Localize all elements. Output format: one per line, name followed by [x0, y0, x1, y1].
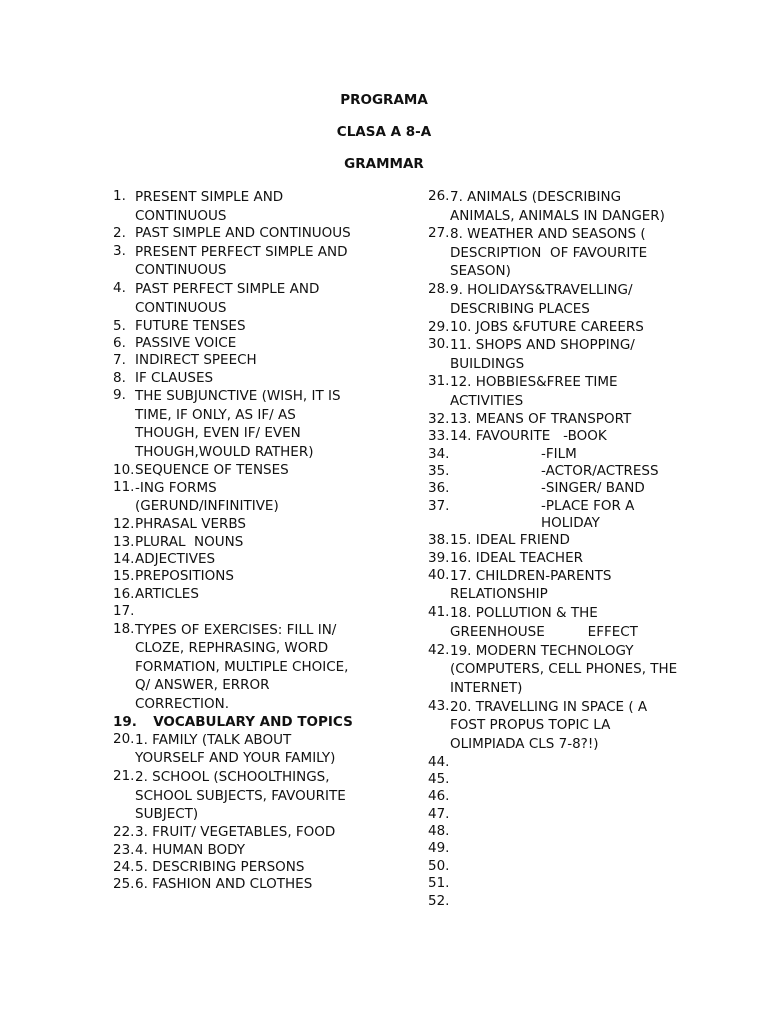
document-title: PROGRAMA — [340, 92, 428, 108]
list-item-text: -SINGER/ BAND — [541, 480, 645, 497]
list-item — [428, 225, 678, 281]
list-item-text — [450, 788, 678, 805]
list-item-text: VOCABULARY AND TOPICS — [153, 713, 353, 730]
list-item-text: 10. JOBS &FUTURE CAREERS — [450, 318, 644, 335]
list-item-number: 15. — [113, 568, 135, 585]
list-item — [428, 754, 678, 771]
list-item — [428, 428, 678, 445]
list-item-number: 14. — [113, 551, 135, 568]
list-item — [428, 463, 678, 480]
list-item-text: 14. FAVOURITE -BOOK — [450, 428, 607, 445]
list-item-number: 49. — [428, 840, 450, 857]
list-item-text: PLURAL NOUNS — [135, 533, 244, 550]
list-item-text: 18. POLLUTION & THE GREENHOUSE EFFECT — [450, 605, 638, 640]
list-item-text: 20. TRAVELLING IN SPACE ( A FOST PROPUS TOPIC LA OLIMPIADA CLS 7-8?!) — [450, 698, 652, 752]
list-item-text — [450, 754, 678, 771]
list-item — [113, 603, 363, 620]
list-item — [428, 411, 678, 428]
right-topic-list — [428, 188, 682, 910]
list-item-text: -FILM — [541, 445, 577, 462]
list-item-number: 11. — [113, 478, 135, 495]
list-item-text: 9. HOLIDAYS&TRAVELLING/ DESCRIBING PLACES — [450, 282, 637, 317]
list-item — [113, 387, 363, 461]
list-item-text — [450, 858, 678, 875]
list-item — [113, 859, 363, 876]
list-item-text: PASSIVE VOICE — [135, 334, 237, 351]
list-item — [428, 373, 678, 410]
list-item — [428, 480, 678, 497]
list-item — [113, 824, 363, 841]
list-item-text: 7. ANIMALS (DESCRIBING ANIMALS, ANIMALS IN DANGER) — [450, 189, 665, 224]
list-item — [428, 281, 678, 318]
list-item-number: 18. — [113, 620, 135, 637]
list-item-text: 11. SHOPS AND SHOPPING/ BUILDINGS — [450, 337, 640, 372]
list-item-number: 44. — [428, 753, 450, 770]
list-item-number: 6. — [113, 334, 126, 351]
list-item-number: 3. — [113, 242, 126, 259]
list-item — [113, 479, 363, 516]
list-item-text: TYPES OF EXERCISES: FILL IN/ CLOZE, REPHRASING, WORD FORMATION, MULTIPLE CHOICE, Q/ ANSWER, ERROR CORRECTION. — [135, 621, 353, 712]
list-item-text — [135, 603, 363, 620]
list-item — [113, 876, 363, 893]
list-item — [113, 568, 363, 585]
list-item-text: -PLACE FOR A HOLIDAY — [541, 497, 639, 531]
list-item-number: 35. — [428, 463, 450, 480]
list-item-number: 40. — [428, 566, 450, 583]
list-item-number: 42. — [428, 641, 450, 658]
list-item-number: 48. — [428, 823, 450, 840]
list-item — [428, 188, 678, 225]
list-item — [428, 336, 678, 373]
list-item-number: 38. — [428, 532, 450, 549]
list-item — [428, 893, 678, 910]
list-item-number: 10. — [113, 461, 135, 478]
list-item-number: 30. — [428, 336, 450, 353]
list-item-number: 50. — [428, 857, 450, 874]
section-heading: GRAMMAR — [344, 156, 424, 172]
list-item-text: 2. SCHOOL (SCHOOLTHINGS, SCHOOL SUBJECTS, FAVOURITE SUBJECT) — [135, 769, 351, 823]
list-item-number: 20. — [113, 730, 135, 747]
list-item — [113, 225, 363, 242]
list-item-text — [450, 840, 678, 857]
list-item — [428, 446, 678, 463]
list-item-text: 3. FRUIT/ VEGETABLES, FOOD — [135, 824, 336, 841]
list-item-number: 31. — [428, 373, 450, 390]
list-item-text: 5. DESCRIBING PERSONS — [135, 858, 305, 875]
list-item — [113, 370, 363, 387]
class-heading: CLASA A 8-A — [336, 124, 432, 140]
list-item-number: 25. — [113, 876, 135, 893]
list-item-text: ARTICLES — [135, 585, 199, 602]
list-item-number: 37. — [428, 497, 450, 514]
list-item-number: 46. — [428, 788, 450, 805]
list-item-number: 21. — [113, 768, 135, 785]
list-item — [113, 318, 363, 335]
list-item-number: 2. — [113, 225, 126, 242]
list-item-text — [450, 875, 678, 892]
list-item — [113, 534, 363, 551]
list-item-number: 45. — [428, 770, 450, 787]
list-item-text — [450, 771, 678, 788]
list-item-number: 52. — [428, 892, 450, 909]
list-item-text: PAST SIMPLE AND CONTINUOUS — [135, 225, 351, 242]
list-item-text: IF CLAUSES — [135, 369, 214, 386]
list-item-text: SEQUENCE OF TENSES — [135, 461, 289, 478]
list-item — [113, 462, 363, 479]
list-item-number: 17. — [113, 603, 135, 620]
list-item — [113, 731, 363, 768]
list-item-number: 41. — [428, 604, 450, 621]
list-item-text: PAST PERFECT SIMPLE AND CONTINUOUS — [135, 281, 324, 316]
list-item-number: 4. — [113, 280, 126, 297]
list-item — [113, 335, 363, 352]
list-item-text: 15. IDEAL FRIEND — [450, 532, 570, 549]
list-item — [113, 516, 363, 533]
list-item-text: 16. IDEAL TEACHER — [450, 549, 583, 566]
list-item — [428, 788, 678, 805]
list-item — [428, 498, 678, 532]
list-item — [113, 551, 363, 568]
list-item — [428, 840, 678, 857]
list-item — [113, 621, 363, 714]
list-item-number: 47. — [428, 805, 450, 822]
list-item-text: ADJECTIVES — [135, 551, 216, 568]
list-item-text: PHRASAL VERBS — [135, 516, 246, 533]
list-item-number: 27. — [428, 225, 450, 242]
list-item — [428, 698, 678, 754]
list-item-number: 9. — [113, 387, 126, 404]
list-item-text: 8. WEATHER AND SEASONS ( DESCRIPTION OF FAVOURITE SEASON) — [450, 226, 652, 280]
list-item — [428, 875, 678, 892]
list-item-text: -ING FORMS (GERUND/INFINITIVE) — [135, 479, 279, 515]
list-item-text: 17. CHILDREN-PARENTS RELATIONSHIP — [450, 567, 616, 603]
list-item-number: 24. — [113, 858, 135, 875]
list-item-text: 13. MEANS OF TRANSPORT — [450, 410, 632, 427]
list-item — [428, 858, 678, 875]
list-item-text: INDIRECT SPEECH — [135, 352, 257, 369]
left-topic-list — [113, 188, 363, 894]
list-item — [113, 586, 363, 603]
list-item-text: -ACTOR/ACTRESS — [541, 463, 659, 480]
list-item-text — [450, 893, 678, 910]
list-item-text: 19. MODERN TECHNOLOGY (COMPUTERS, CELL PHONES, THE INTERNET) — [450, 642, 682, 696]
list-item-text: 4. HUMAN BODY — [135, 841, 246, 858]
list-item — [113, 352, 363, 369]
list-item — [428, 319, 678, 336]
list-item-text: PRESENT SIMPLE AND CONTINUOUS — [135, 189, 288, 224]
list-item — [113, 768, 363, 824]
list-item-number: 43. — [428, 697, 450, 714]
list-item-number: 28. — [428, 281, 450, 298]
list-item-number: 26. — [428, 188, 450, 204]
list-item-text — [450, 823, 678, 840]
list-item-number: 29. — [428, 318, 450, 335]
list-item-number: 36. — [428, 480, 450, 497]
list-item-number: 19. — [113, 713, 137, 730]
list-item-number: 34. — [428, 445, 450, 462]
list-item — [428, 771, 678, 788]
list-item-number: 12. — [113, 516, 135, 533]
list-item-number: 32. — [428, 410, 450, 427]
list-item-text: 1. FAMILY (TALK ABOUT YOURSELF AND YOUR FAMILY) — [135, 731, 336, 767]
list-item-number: 1. — [113, 188, 126, 204]
list-item-text — [450, 806, 678, 823]
list-item-number: 22. — [113, 824, 135, 841]
list-item-text: 12. HOBBIES&FREE TIME ACTIVITIES — [450, 374, 622, 409]
list-item-number: 13. — [113, 533, 135, 550]
list-item — [428, 567, 678, 604]
list-item-number: 5. — [113, 317, 126, 334]
list-item — [428, 823, 678, 840]
list-item-number: 39. — [428, 549, 450, 566]
list-item-text: PREPOSITIONS — [135, 568, 234, 585]
list-item — [113, 280, 363, 317]
list-item — [428, 604, 678, 641]
list-item — [428, 641, 682, 698]
list-item — [428, 532, 678, 549]
list-item-text: THE SUBJUNCTIVE (WISH, IT IS TIME, IF ONLY, AS IF/ AS THOUGH, EVEN IF/ EVEN THOUGH,WOULD RATHER) — [135, 388, 345, 460]
list-item-number: 23. — [113, 841, 135, 858]
list-item — [428, 550, 678, 567]
list-item — [113, 188, 363, 225]
list-item-number: 33. — [428, 428, 450, 445]
list-item-number: 8. — [113, 369, 126, 386]
list-item-number: 51. — [428, 875, 450, 892]
list-item — [428, 806, 678, 823]
list-item-text: PRESENT PERFECT SIMPLE AND CONTINUOUS — [135, 243, 352, 279]
list-item — [113, 243, 363, 280]
list-item — [113, 842, 363, 859]
list-item — [113, 714, 363, 731]
list-item-text: FUTURE TENSES — [135, 317, 246, 334]
list-item-text: 6. FASHION AND CLOTHES — [135, 876, 313, 893]
list-item-number: 7. — [113, 352, 126, 369]
list-item-number: 16. — [113, 585, 135, 602]
